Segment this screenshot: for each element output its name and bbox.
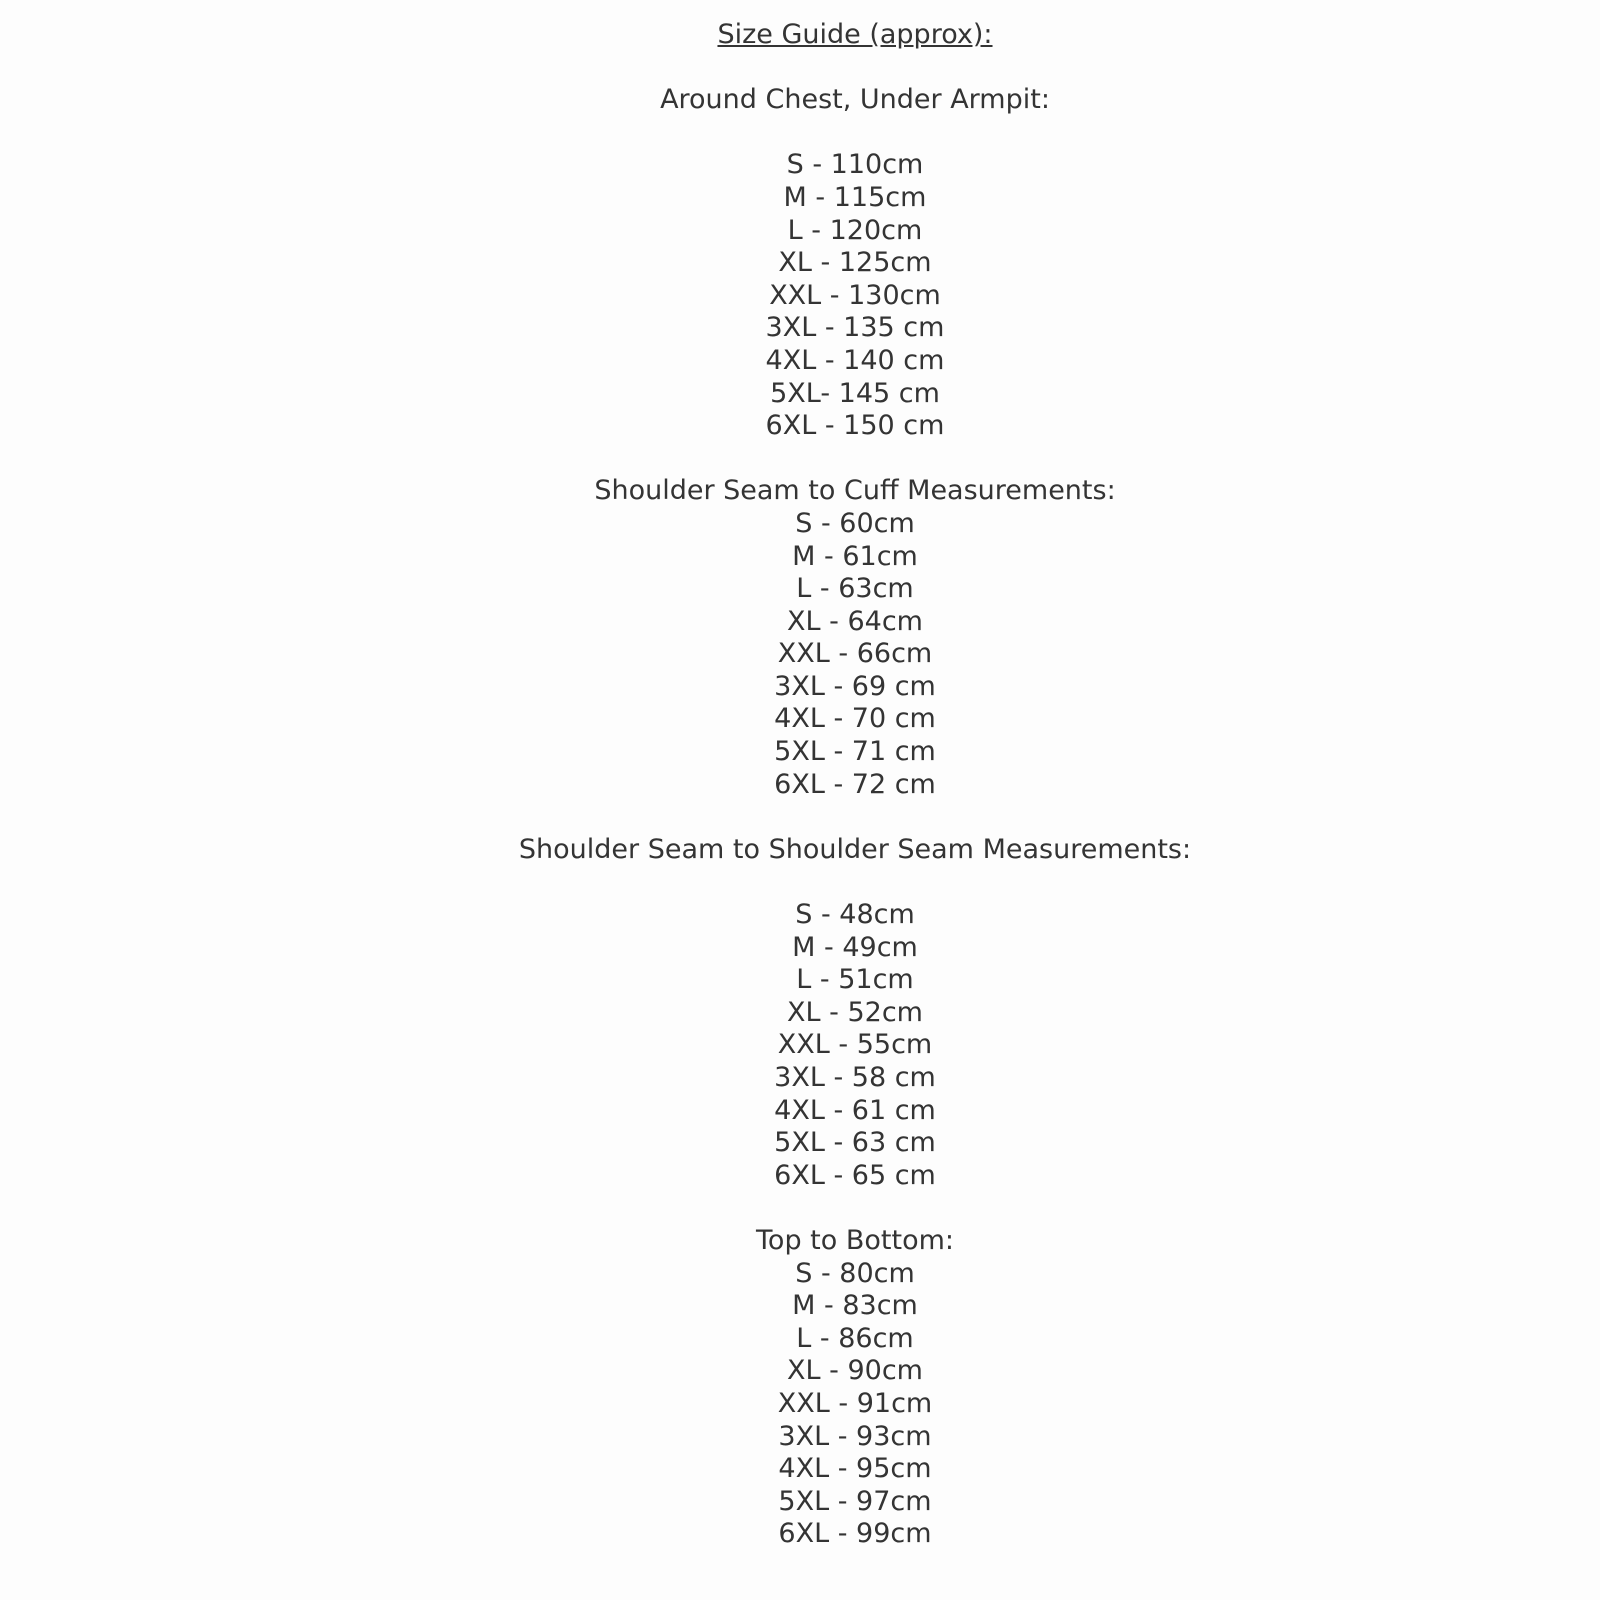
size-row: XL - 52cm — [787, 996, 923, 1028]
size-row: 5XL - 97cm — [778, 1485, 932, 1517]
size-row: 4XL - 61 cm — [774, 1094, 936, 1126]
size-row: M - 61cm — [792, 540, 918, 572]
section-heading: Top to Bottom: — [756, 1224, 954, 1256]
section-shoulder-to-shoulder — [110, 834, 1600, 1193]
section-heading: Shoulder Seam to Shoulder Seam Measurements: — [518, 833, 1192, 865]
size-row: 6XL - 150 cm — [765, 410, 945, 442]
size-row: 4XL - 95cm — [778, 1453, 932, 1485]
size-row: 6XL - 65 cm — [774, 1159, 936, 1191]
size-row: 3XL - 93cm — [778, 1420, 932, 1452]
size-row: 5XL- 145 cm — [770, 377, 940, 409]
section-heading: Around Chest, Under Armpit: — [660, 84, 1050, 116]
section-around-chest — [110, 84, 1600, 443]
size-row: 6XL - 72 cm — [774, 768, 936, 800]
size-row: XXL - 66cm — [777, 638, 933, 670]
size-row: 4XL - 140 cm — [765, 344, 945, 376]
size-row: 5XL - 71 cm — [774, 736, 936, 768]
size-row: 3XL - 58 cm — [774, 1062, 936, 1093]
size-row: 4XL - 70 cm — [774, 703, 936, 735]
size-row: XXL - 130cm — [769, 279, 941, 311]
size-row: XL - 64cm — [787, 605, 923, 637]
size-row: XXL - 55cm — [777, 1029, 933, 1061]
size-row: L - 86cm — [796, 1322, 914, 1354]
size-row: M - 83cm — [792, 1290, 918, 1322]
size-row: 6XL - 99cm — [778, 1518, 932, 1550]
page-title: Size Guide (approx): — [717, 19, 993, 50]
size-row: M - 49cm — [792, 931, 918, 963]
section-shoulder-to-cuff — [110, 475, 1600, 801]
size-row: S - 60cm — [795, 507, 915, 539]
size-row: XL - 90cm — [787, 1355, 923, 1387]
size-row: L - 63cm — [796, 573, 914, 605]
size-row: XL - 125cm — [778, 247, 932, 279]
size-row: S - 48cm — [795, 899, 915, 931]
size-row: XXL - 91cm — [777, 1387, 933, 1419]
section-heading: Shoulder Seam to Cuff Measurements: — [594, 475, 1116, 507]
size-row: 5XL - 63 cm — [774, 1127, 936, 1159]
size-row: 3XL - 69 cm — [774, 670, 936, 702]
section-top-to-bottom — [110, 1225, 1600, 1551]
size-row: 3XL - 135 cm — [765, 312, 945, 344]
size-row: L - 120cm — [787, 214, 923, 246]
size-row: S - 110cm — [786, 149, 924, 181]
size-row: L - 51cm — [796, 964, 914, 996]
size-row: M - 115cm — [783, 181, 927, 213]
size-row: S - 80cm — [795, 1257, 915, 1289]
